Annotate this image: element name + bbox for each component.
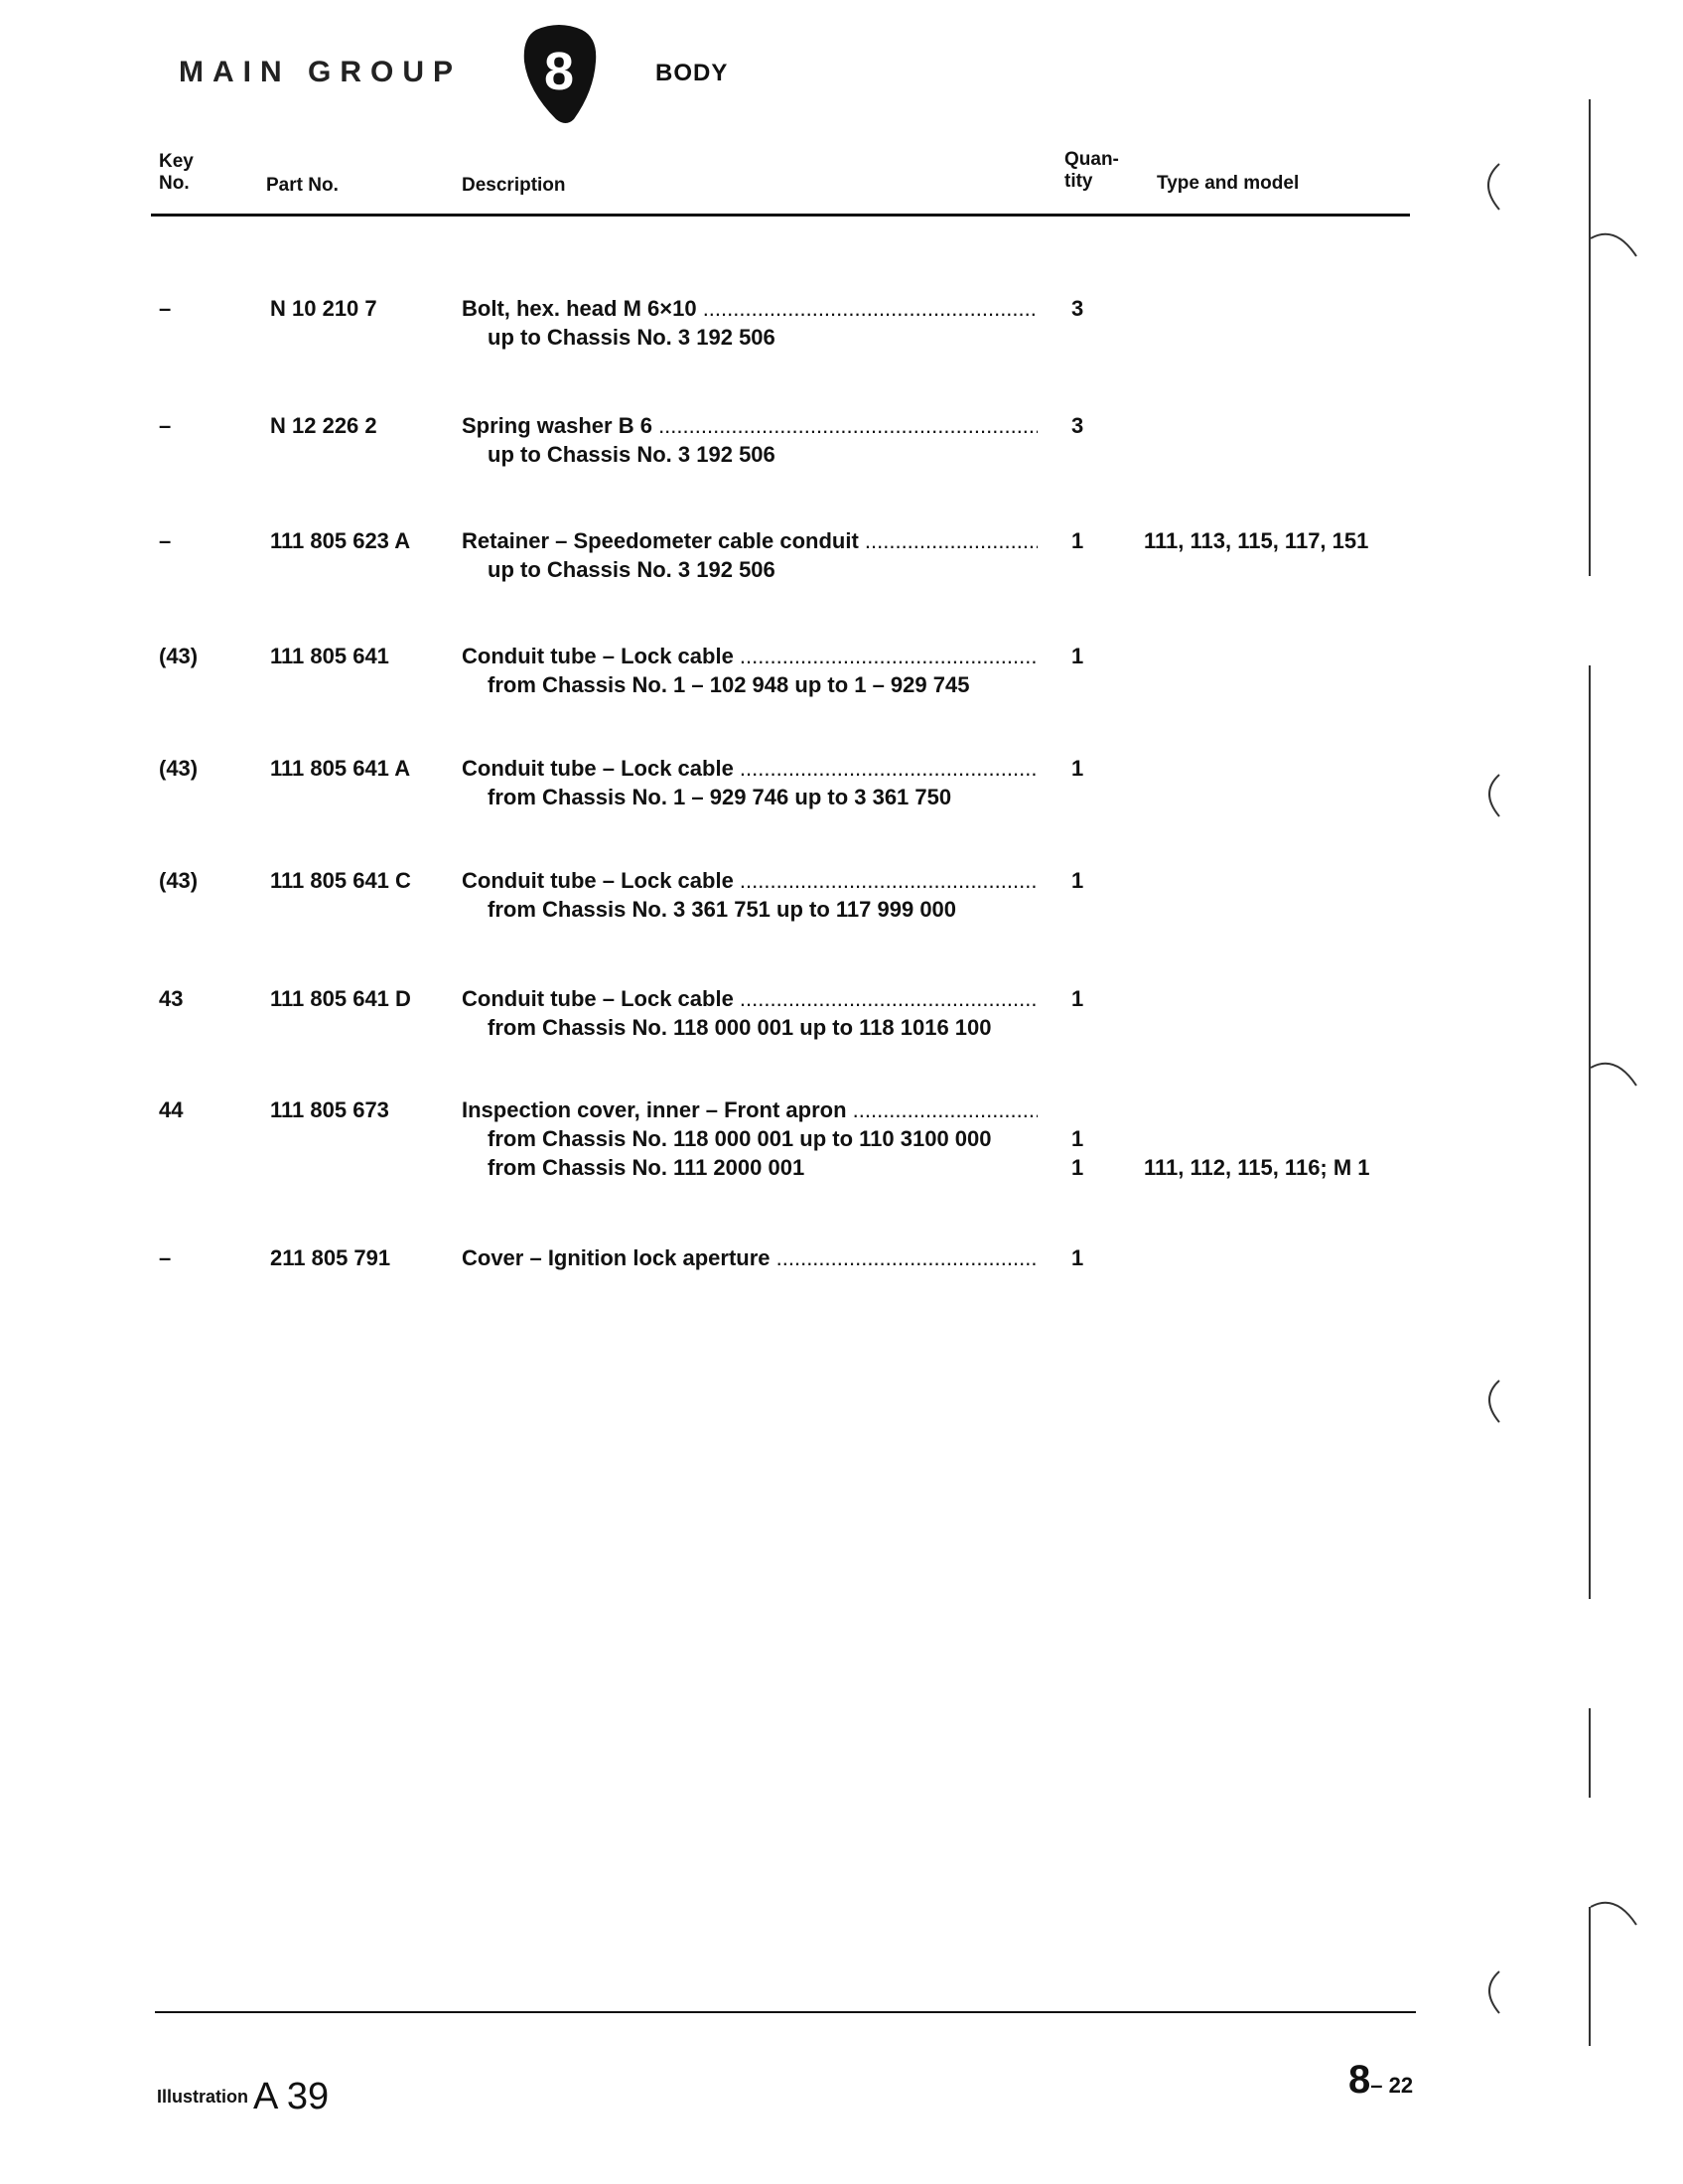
quantity xyxy=(1071,754,1083,783)
part-number: 111 805 673 xyxy=(270,1097,389,1122)
quantity-line: 1 xyxy=(1071,528,1084,553)
description-main: Bolt, hex. head M 6×10 ..... xyxy=(462,294,1038,323)
quantity xyxy=(1071,866,1083,895)
quantity-line: 1 xyxy=(1071,756,1084,781)
key-number: – xyxy=(159,413,172,438)
part-number: 111 805 641 A xyxy=(270,756,411,781)
quantity xyxy=(1071,642,1083,670)
col-description: Description xyxy=(462,175,566,196)
description-sub: from Chassis No. 118 000 001 up to 110 3100 000 xyxy=(488,1126,992,1151)
description xyxy=(462,866,1038,924)
binder-edge-marks xyxy=(1470,20,1683,2145)
description-main: Conduit tube – Lock cable ..... xyxy=(462,642,1038,670)
quantity xyxy=(1071,294,1083,323)
description xyxy=(462,984,1038,1042)
description xyxy=(462,1243,1038,1272)
part-number: 111 805 641 xyxy=(270,644,389,668)
quantity-line: 1 xyxy=(1071,1126,1084,1151)
part-number: 111 805 641 D xyxy=(270,986,411,1011)
page-number: 8– 22 xyxy=(1348,2058,1414,2102)
description-sub: up to Chassis No. 3 192 506 xyxy=(488,557,775,582)
key-number: – xyxy=(159,528,172,553)
type-model: 111, 112, 115, 116; M 1 xyxy=(1144,1155,1370,1180)
description-main: Retainer – Speedometer cable conduit ..... xyxy=(462,526,1038,555)
key-number: (43) xyxy=(159,868,199,893)
description-sub: from Chassis No. 1 – 102 948 up to 1 – 929 745 xyxy=(488,672,970,697)
part-number: N 10 210 7 xyxy=(270,296,377,321)
quantity-line: 1 xyxy=(1071,1245,1084,1270)
col-model: Type and model xyxy=(1157,173,1300,194)
quantity-line: 1 xyxy=(1071,986,1084,1011)
quantity-line: 1 xyxy=(1071,1155,1084,1180)
part-number: 211 805 791 xyxy=(270,1245,391,1270)
description-main: Spring washer B 6 ..... xyxy=(462,411,1038,440)
quantity-line: 3 xyxy=(1071,413,1084,438)
description-sub: up to Chassis No. 3 192 506 xyxy=(488,325,775,350)
quantity-line: 1 xyxy=(1071,644,1084,668)
col-key: Key No. xyxy=(159,151,194,194)
description xyxy=(462,526,1038,584)
description-sub: from Chassis No. 118 000 001 up to 118 1016 100 xyxy=(488,1015,992,1040)
description xyxy=(462,411,1038,469)
key-number: – xyxy=(159,1245,172,1270)
key-number: 44 xyxy=(159,1097,184,1122)
description-main: Inspection cover, inner – Front apron ..... xyxy=(462,1095,1038,1124)
description-sub: from Chassis No. 1 – 929 746 up to 3 361 750 xyxy=(488,785,952,809)
quantity-line: 1 xyxy=(1071,868,1084,893)
description-sub: up to Chassis No. 3 192 506 xyxy=(488,442,775,467)
header-rule xyxy=(151,214,1410,217)
quantity-line xyxy=(1071,1095,1083,1124)
quantity xyxy=(1071,411,1083,440)
part-number: 111 805 641 C xyxy=(270,868,411,893)
main-group-title: MAIN GROUP xyxy=(179,56,462,88)
description-main: Conduit tube – Lock cable ..... xyxy=(462,754,1038,783)
description xyxy=(462,642,1038,699)
part-number: N 12 226 2 xyxy=(270,413,377,438)
quantity xyxy=(1071,1095,1083,1182)
description xyxy=(462,294,1038,352)
description-sub: from Chassis No. 3 361 751 up to 117 999 000 xyxy=(488,897,957,922)
key-number: – xyxy=(159,296,172,321)
group-number: 8 xyxy=(543,42,575,101)
quantity xyxy=(1071,984,1083,1013)
col-part: Part No. xyxy=(266,175,339,196)
quantity-line: 3 xyxy=(1071,296,1084,321)
description xyxy=(462,754,1038,811)
description-main: Cover – Ignition lock aperture ..... xyxy=(462,1243,1038,1272)
footer-rule xyxy=(155,2011,1416,2013)
quantity xyxy=(1071,526,1083,555)
description xyxy=(462,1095,1038,1182)
key-number: 43 xyxy=(159,986,184,1011)
col-quantity: Quan- tity xyxy=(1064,149,1119,192)
key-number: (43) xyxy=(159,756,199,781)
description-main: Conduit tube – Lock cable ..... xyxy=(462,866,1038,895)
type-model: 111, 113, 115, 117, 151 xyxy=(1144,528,1369,553)
group-badge-icon xyxy=(516,22,602,126)
key-number: (43) xyxy=(159,644,199,668)
quantity xyxy=(1071,1243,1083,1272)
part-number: 111 805 623 A xyxy=(270,528,411,553)
description-main: Conduit tube – Lock cable ..... xyxy=(462,984,1038,1013)
section-title: BODY xyxy=(655,60,729,86)
illustration-ref: Illustration A 39 xyxy=(157,2076,330,2117)
description-sub: from Chassis No. 111 2000 001 xyxy=(488,1155,805,1180)
